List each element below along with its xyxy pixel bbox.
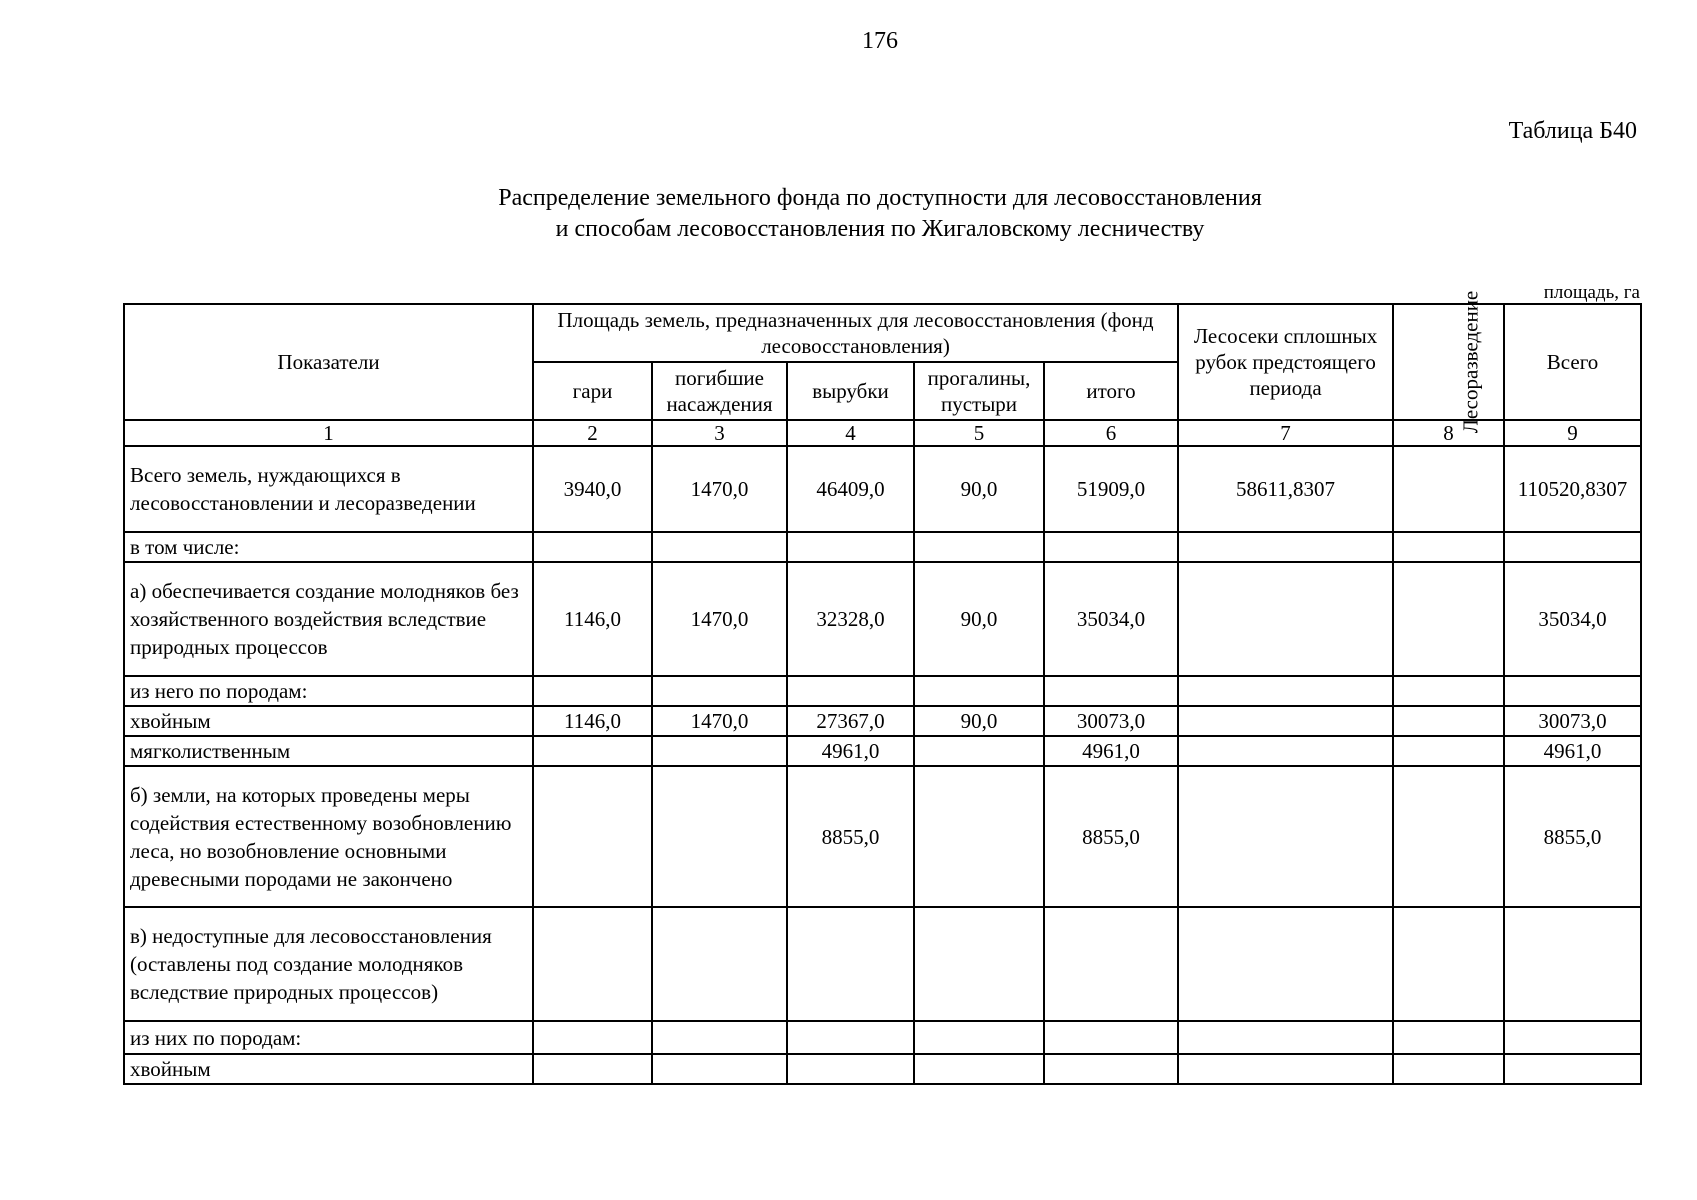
- row-label: из него по породам:: [124, 676, 533, 706]
- cell-burnt: 1146,0: [533, 706, 652, 736]
- cell-fund-total: 8855,0: [1044, 766, 1178, 907]
- cell-fund-total: [1044, 676, 1178, 706]
- cell-total: 110520,8307: [1504, 446, 1641, 532]
- header-dead-stands: погибшие насаждения: [652, 362, 787, 420]
- cell-felling-areas: [1178, 532, 1393, 562]
- column-number: 3: [652, 420, 787, 446]
- cell-cuttings: 27367,0: [787, 706, 914, 736]
- cell-dead-stands: [652, 1054, 787, 1084]
- column-number: 1: [124, 420, 533, 446]
- cell-felling-areas: 58611,8307: [1178, 446, 1393, 532]
- cell-fund-total: [1044, 907, 1178, 1021]
- table-label: Таблица Б40: [1508, 118, 1637, 144]
- cell-dead-stands: [652, 1021, 787, 1054]
- cell-total: 35034,0: [1504, 562, 1641, 676]
- column-number: 2: [533, 420, 652, 446]
- header-fund-total: итого: [1044, 362, 1178, 420]
- cell-glades: [914, 736, 1044, 766]
- header-burnt: гари: [533, 362, 652, 420]
- table-row: [124, 907, 1641, 1021]
- cell-dead-stands: [652, 766, 787, 907]
- column-number: 7: [1178, 420, 1393, 446]
- cell-burnt: [533, 907, 652, 1021]
- cell-burnt: [533, 1054, 652, 1084]
- row-label: из них по породам:: [124, 1021, 533, 1054]
- cell-felling-areas: [1178, 766, 1393, 907]
- cell-glades: [914, 1054, 1044, 1084]
- cell-dead-stands: 1470,0: [652, 706, 787, 736]
- cell-total: [1504, 1021, 1641, 1054]
- cell-afforestation: [1393, 676, 1504, 706]
- row-label: а) обеспечивается создание молодняков без хозяйственного воздействия вследствие природных процессов: [124, 562, 533, 676]
- cell-burnt: 3940,0: [533, 446, 652, 532]
- cell-felling-areas: [1178, 1054, 1393, 1084]
- column-number: 4: [787, 420, 914, 446]
- column-number: 6: [1044, 420, 1178, 446]
- cell-dead-stands: 1470,0: [652, 446, 787, 532]
- cell-felling-areas: [1178, 706, 1393, 736]
- table-row: [124, 736, 1641, 766]
- cell-cuttings: 4961,0: [787, 736, 914, 766]
- title-line-2: и способам лесовосстановления по Жигаловскому лесничеству: [555, 216, 1205, 242]
- cell-dead-stands: [652, 532, 787, 562]
- cell-cuttings: [787, 1021, 914, 1054]
- column-number: 9: [1504, 420, 1641, 446]
- row-label: б) земли, на которых проведены меры содействия естественному возобновлению леса, но возобновление основными древесными породами не закончено: [124, 766, 533, 907]
- cell-glades: [914, 676, 1044, 706]
- cell-fund-total: 30073,0: [1044, 706, 1178, 736]
- cell-burnt: [533, 766, 652, 907]
- cell-afforestation: [1393, 1021, 1504, 1054]
- header-reforestation-fund: Площадь земель, предназначенных для лесовосстановления (фонд лесовосстановления): [533, 304, 1178, 362]
- cell-felling-areas: [1178, 907, 1393, 1021]
- cell-glades: 90,0: [914, 446, 1044, 532]
- cell-glades: [914, 532, 1044, 562]
- row-label: мягколиственным: [124, 736, 533, 766]
- cell-total: [1504, 907, 1641, 1021]
- cell-felling-areas: [1178, 736, 1393, 766]
- table-row: [124, 1054, 1641, 1084]
- header-indicators: Показатели: [124, 304, 533, 420]
- cell-cuttings: 8855,0: [787, 766, 914, 907]
- cell-burnt: [533, 1021, 652, 1054]
- cell-total: 4961,0: [1504, 736, 1641, 766]
- header-cuttings: вырубки: [787, 362, 914, 420]
- cell-dead-stands: [652, 676, 787, 706]
- header-afforestation-text: Лесоразведение: [1458, 290, 1483, 434]
- cell-glades: [914, 1021, 1044, 1054]
- cell-glades: [914, 766, 1044, 907]
- cell-fund-total: [1044, 1021, 1178, 1054]
- cell-total: 8855,0: [1504, 766, 1641, 907]
- column-number: 8: [1393, 420, 1504, 446]
- cell-total: [1504, 1054, 1641, 1084]
- row-label: хвойным: [124, 1054, 533, 1084]
- cell-cuttings: [787, 1054, 914, 1084]
- header-felling-areas: Лесосеки сплошных рубок предстоящего периода: [1178, 304, 1393, 420]
- cell-afforestation: [1393, 532, 1504, 562]
- cell-afforestation: [1393, 766, 1504, 907]
- table-title: [0, 183, 1697, 245]
- cell-total: [1504, 532, 1641, 562]
- cell-afforestation: [1393, 446, 1504, 532]
- cell-felling-areas: [1178, 676, 1393, 706]
- page-number: 176: [862, 28, 898, 54]
- cell-cuttings: [787, 676, 914, 706]
- table-row: [124, 562, 1641, 676]
- cell-fund-total: 4961,0: [1044, 736, 1178, 766]
- cell-burnt: [533, 736, 652, 766]
- row-label: Всего земель, нуждающихся в лесовосстановлении и лесоразведении: [124, 446, 533, 532]
- cell-afforestation: [1393, 706, 1504, 736]
- table-row: [124, 766, 1641, 907]
- cell-afforestation: [1393, 907, 1504, 1021]
- row-label: в том числе:: [124, 532, 533, 562]
- title-line-1: Распределение земельного фонда по доступности для лесовосстановления: [498, 185, 1262, 211]
- unit-label: площадь, га: [1543, 282, 1640, 303]
- cell-cuttings: 46409,0: [787, 446, 914, 532]
- cell-afforestation: [1393, 1054, 1504, 1084]
- header-glades: прогалины, пустыри: [914, 362, 1044, 420]
- cell-glades: [914, 907, 1044, 1021]
- cell-dead-stands: [652, 736, 787, 766]
- cell-burnt: [533, 676, 652, 706]
- cell-felling-areas: [1178, 562, 1393, 676]
- cell-dead-stands: 1470,0: [652, 562, 787, 676]
- cell-cuttings: [787, 907, 914, 1021]
- cell-fund-total: [1044, 532, 1178, 562]
- cell-fund-total: [1044, 1054, 1178, 1084]
- cell-glades: 90,0: [914, 706, 1044, 736]
- table-row: [124, 532, 1641, 562]
- header-afforestation: [1393, 290, 1504, 434]
- cell-fund-total: 51909,0: [1044, 446, 1178, 532]
- column-number-row: [124, 420, 1641, 446]
- row-label: хвойным: [124, 706, 533, 736]
- cell-cuttings: 32328,0: [787, 562, 914, 676]
- cell-felling-areas: [1178, 1021, 1393, 1054]
- header-total: Всего: [1504, 304, 1641, 420]
- cell-burnt: [533, 532, 652, 562]
- cell-cuttings: [787, 532, 914, 562]
- cell-afforestation: [1393, 736, 1504, 766]
- table-row: [124, 676, 1641, 706]
- cell-total: 30073,0: [1504, 706, 1641, 736]
- table-row: [124, 1021, 1641, 1054]
- cell-afforestation: [1393, 562, 1504, 676]
- cell-burnt: 1146,0: [533, 562, 652, 676]
- cell-total: [1504, 676, 1641, 706]
- column-number: 5: [914, 420, 1044, 446]
- table-row: [124, 706, 1641, 736]
- cell-fund-total: 35034,0: [1044, 562, 1178, 676]
- cell-glades: 90,0: [914, 562, 1044, 676]
- table-row: [124, 446, 1641, 532]
- row-label: в) недоступные для лесовосстановления (оставлены под создание молодняков вследствие природных процессов): [124, 907, 533, 1021]
- cell-dead-stands: [652, 907, 787, 1021]
